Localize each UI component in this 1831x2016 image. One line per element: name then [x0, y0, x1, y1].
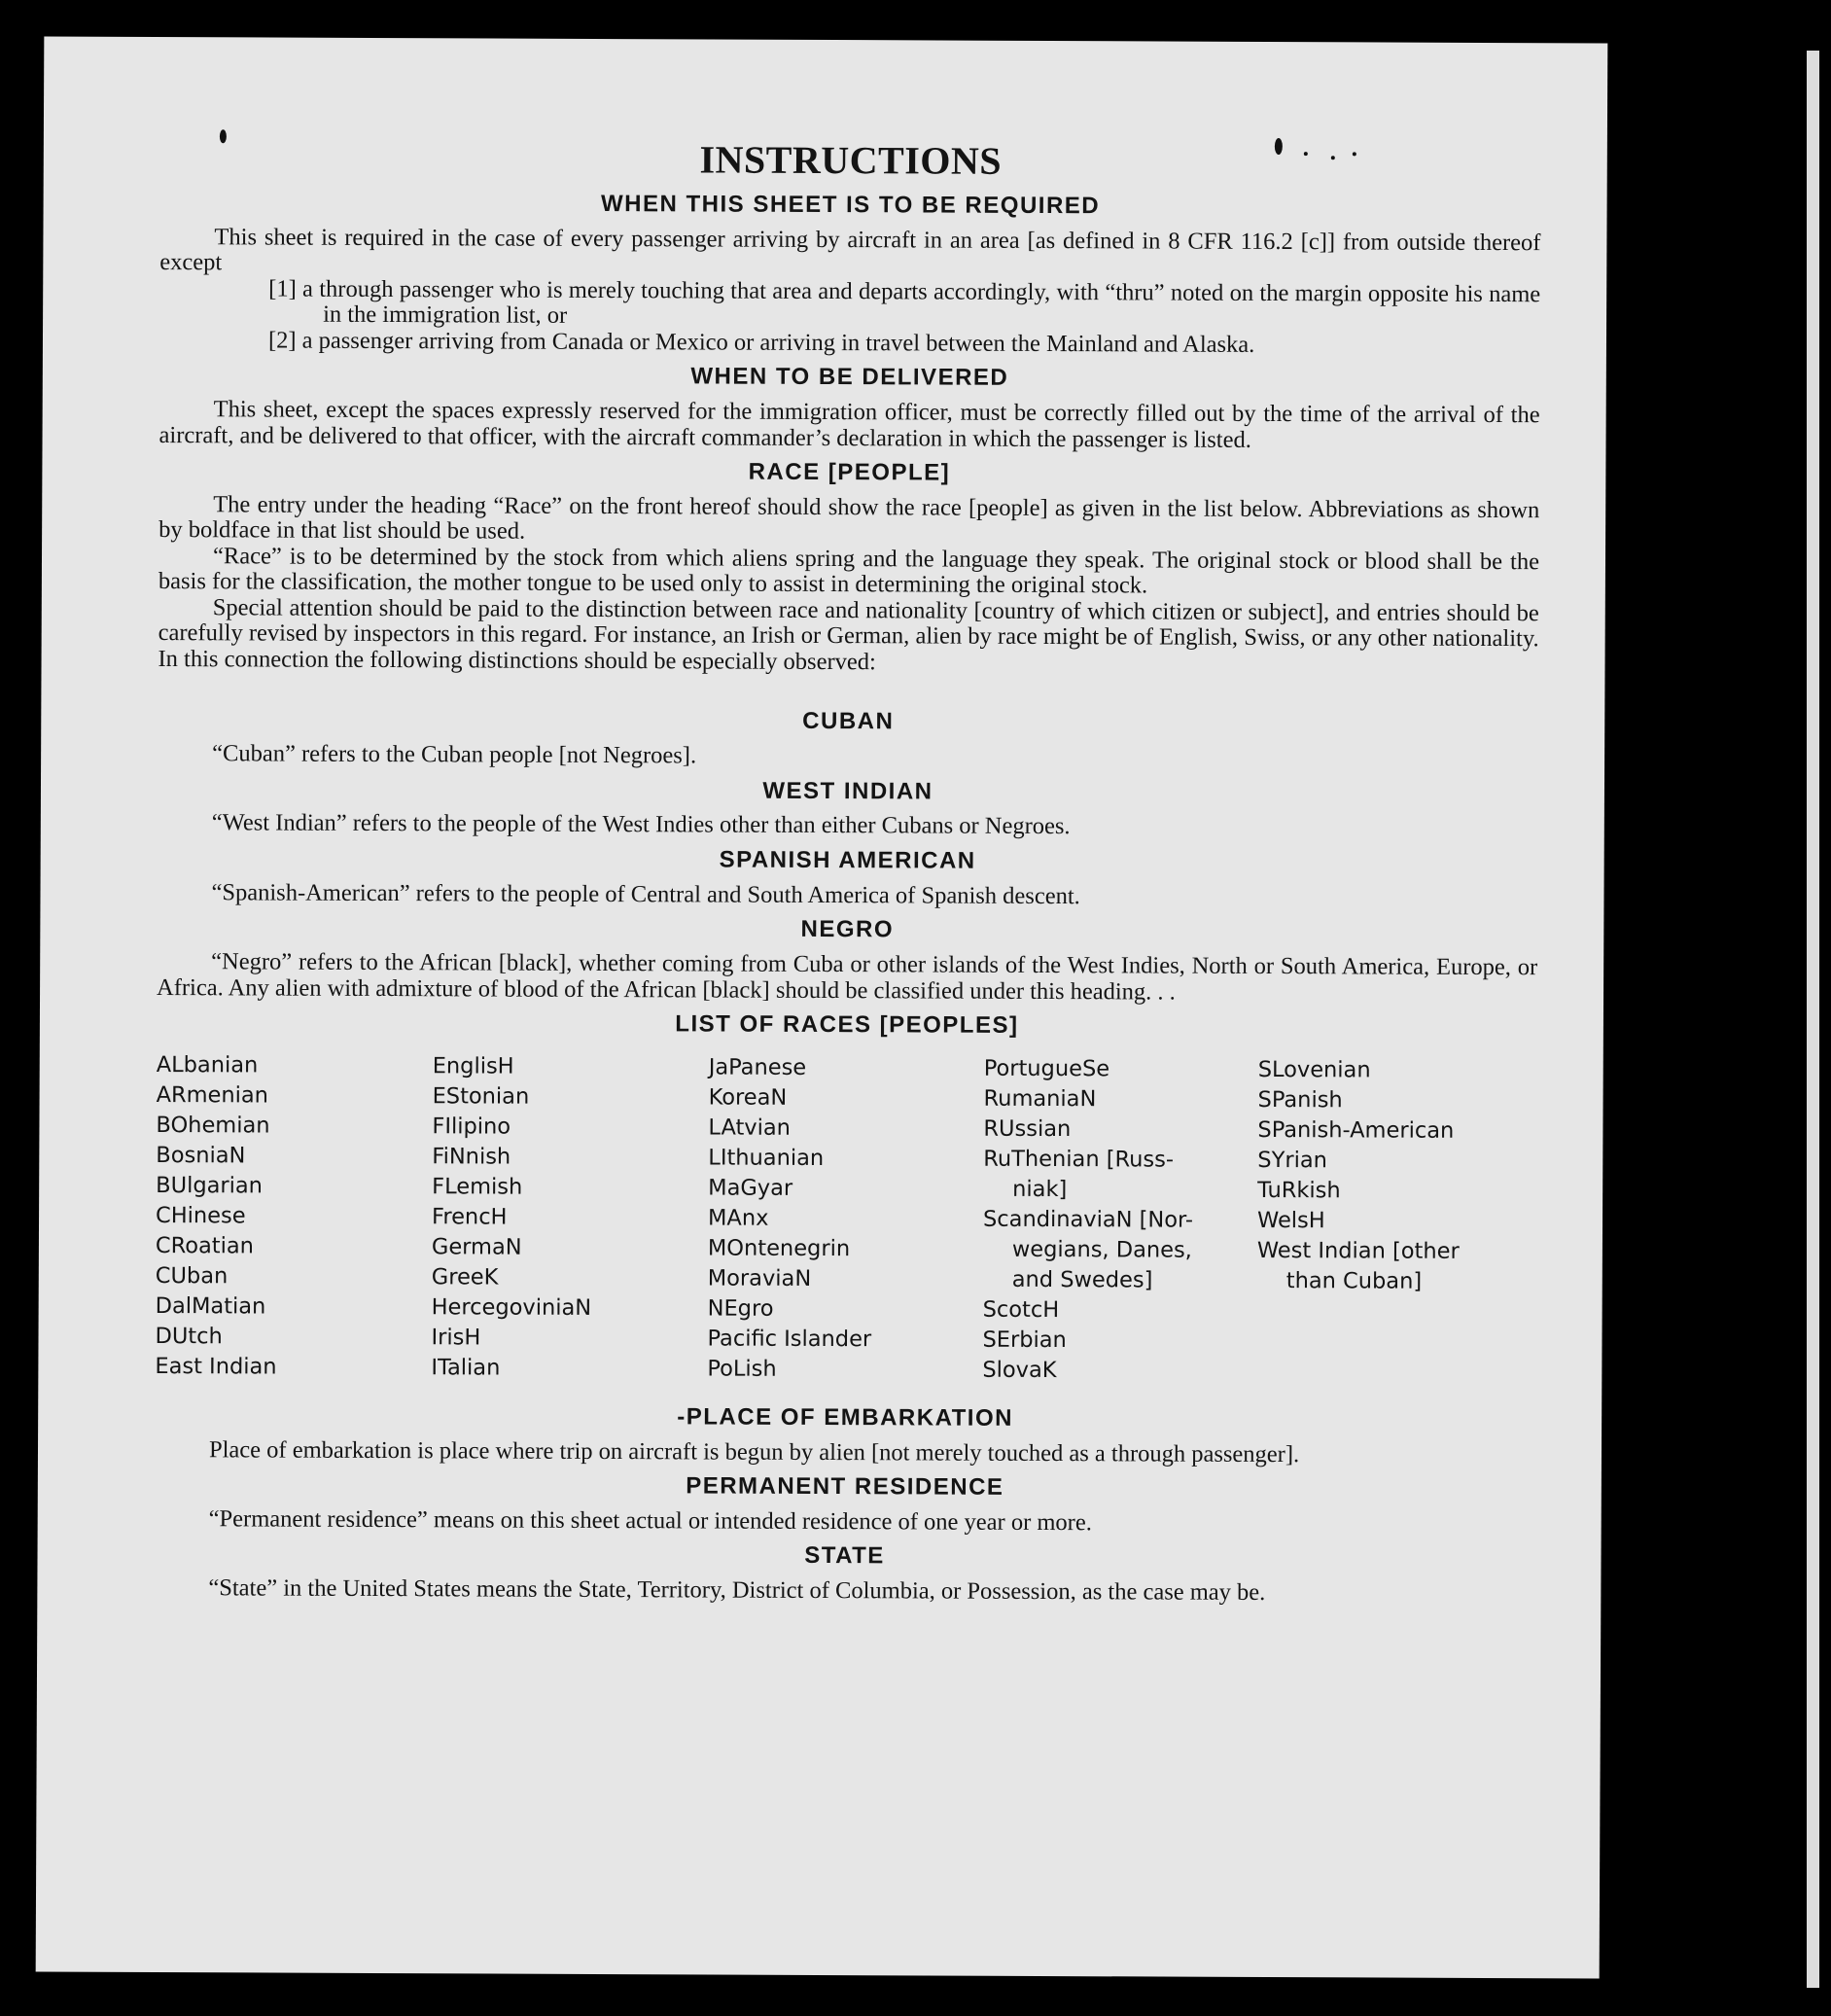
race-entry: EStonian — [432, 1083, 530, 1110]
heading-spanish-american: SPANISH AMERICAN — [719, 846, 976, 874]
race-entry: ARmenian — [156, 1081, 269, 1109]
race-entry: FIlipino — [432, 1114, 511, 1140]
heading-state: STATE — [804, 1542, 885, 1570]
race-entry: GreeK — [431, 1264, 499, 1291]
race-entry: West Indian [other — [1256, 1237, 1460, 1264]
race-paragraph: Special attention should be paid to the distinction between race and nationality [country of which citizen or subject], and entries should be carefully revised by inspectors in this regard. For instance, an Irish or German, alien by race might be of English, Swiss, or any other nationality. In this connection the following distinctions should be especially observed: — [158, 594, 1539, 676]
race-column — [155, 1050, 432, 1383]
race-column — [982, 1054, 1257, 1387]
race-entry: CRoatian — [155, 1232, 254, 1259]
race-entry: PortugueSe — [983, 1055, 1110, 1082]
race-entry: CHinese — [156, 1202, 246, 1229]
when-required-intro: This sheet is required in the case of every passenger arriving by aircraft in an area [as defined in 8 CFR 116.2 [c]] from outside thereof except — [159, 224, 1541, 276]
race-entry: DalMatian — [155, 1292, 266, 1320]
race-entry: EnglisH — [432, 1053, 514, 1079]
race-column — [707, 1052, 983, 1385]
race-entry: SYrian — [1257, 1147, 1327, 1174]
race-column — [1256, 1055, 1520, 1388]
permanent-residence-text: “Permanent residence” means on this sheet actual or intended residence of one year or more. — [208, 1505, 1092, 1537]
race-entry: CUban — [155, 1262, 229, 1290]
heading-negro: NEGRO — [800, 916, 895, 943]
race-entry: SPanish-American — [1257, 1116, 1455, 1144]
race-entry: DUtch — [155, 1323, 223, 1350]
race-entry: HercegoviniaN — [431, 1294, 592, 1321]
adjacent-page-edge — [1807, 51, 1819, 1988]
race-entry: East Indian — [155, 1353, 277, 1380]
race-entry: Pacific Islander — [707, 1326, 872, 1353]
embarkation-text: Place of embarkation is place where trip on aircraft is begun by alien [not merely touched as a through passenger]. — [208, 1435, 1300, 1468]
race-entry: SLovenian — [1257, 1056, 1371, 1083]
race-paragraph: The entry under the heading “Race” on the front hereof should show the race [people] as given in the list below. Abbreviations as shown by boldface in that list should be used. — [158, 491, 1540, 546]
race-entry: JaPanese — [708, 1054, 807, 1080]
cuban-text: “Cuban” refers to the Cuban people [not Negroes]. — [212, 740, 697, 769]
race-entry: wegians, Danes, — [1011, 1236, 1192, 1263]
race-entry: FrencH — [432, 1204, 508, 1230]
negro-text: “Negro” refers to the African [black], whether coming from Cuba or other islands of the West Indies, North or South America, Europe, or Africa. Any alien with admixture of blood of the African [black] should be classified under this heading. . . — [157, 948, 1538, 1006]
west-indian-text: “West Indian” refers to the people of the West Indies other than either Cubans or Negroes. — [211, 809, 1071, 840]
race-entry: ScandinaviaN [Nor- — [982, 1206, 1194, 1233]
race-column — [431, 1051, 708, 1384]
race-list — [155, 1050, 1536, 1388]
race-entry: BosniaN — [156, 1142, 246, 1169]
race-entry: SlovaK — [982, 1357, 1057, 1383]
race-entry: MoraviaN — [707, 1265, 812, 1291]
race-entry: MOntenegrin — [707, 1235, 851, 1262]
race-entry: ALbanian — [156, 1051, 259, 1079]
race-entry: ITalian — [431, 1355, 501, 1381]
race-entry: RuThenian [Russ- — [983, 1146, 1175, 1173]
race-entry: ScotcH — [982, 1296, 1060, 1323]
race-entry: GermaN — [431, 1234, 522, 1260]
heading-embarkation: -PLACE OF EMBARKATION — [677, 1403, 1014, 1432]
heading-race: RACE [PEOPLE] — [748, 458, 951, 486]
race-entry: than Cuban] — [1285, 1267, 1423, 1294]
heading-when-delivered: WHEN TO BE DELIVERED — [690, 363, 1009, 392]
exception-item-1: [1] a through passenger who is merely touching that area and departs accordingly, with “thru” noted on the margin opposite his name in the immigration list, or — [268, 275, 1541, 330]
state-text: “State” in the United States means the State, Territory, District of Columbia, or Possession, as the case may be. — [208, 1574, 1266, 1607]
race-entry: BUlgarian — [156, 1172, 264, 1199]
spanish-american-text: “Spanish-American” refers to the people of Central and South America of Spanish descent. — [211, 879, 1080, 909]
document-page — [36, 37, 1608, 1979]
race-entry: NEgro — [707, 1295, 774, 1322]
race-entry: IrisH — [431, 1325, 481, 1351]
race-entry: WelsH — [1256, 1207, 1325, 1234]
race-entry: TuRkish — [1257, 1177, 1341, 1204]
exception-item-2: [2] a passenger arriving from Canada or Mexico or arriving in travel between the Mainland and Alaska. — [267, 327, 1255, 358]
race-entry: PoLish — [707, 1356, 777, 1382]
race-entry: RUssian — [983, 1115, 1072, 1142]
heading-west-indian: WEST INDIAN — [762, 777, 933, 805]
race-entry: RumaniaN — [983, 1085, 1097, 1113]
race-entry: FiNnish — [432, 1144, 511, 1170]
heading-when-required: WHEN THIS SHEET IS TO BE REQUIRED — [600, 191, 1101, 220]
heading-cuban: CUBAN — [802, 708, 895, 735]
race-entry: BOhemian — [156, 1112, 270, 1139]
race-entry: and Swedes] — [1011, 1266, 1153, 1293]
document-content — [154, 134, 1541, 1608]
heading-list-of-races: LIST OF RACES [PEOPLES] — [675, 1010, 1019, 1039]
race-entry: KoreaN — [708, 1084, 788, 1111]
race-entry: SPanish — [1257, 1086, 1343, 1114]
race-paragraph: “Race” is to be determined by the stock from which aliens spring and the language they speak. The original stock or blood shall be the basis for the classification, the mother tongue to be used only to assist in determining the original stock. — [158, 543, 1540, 599]
race-entry: MAnx — [707, 1205, 769, 1231]
race-entry: niak] — [1012, 1176, 1068, 1202]
page-title: INSTRUCTIONS — [699, 137, 1003, 183]
heading-permanent-residence: PERMANENT RESIDENCE — [686, 1472, 1004, 1501]
race-entry: MaGyar — [708, 1175, 793, 1201]
race-entry: SErbian — [982, 1326, 1067, 1353]
race-entry: LIthuanian — [708, 1145, 825, 1171]
race-entry: FLemish — [432, 1174, 523, 1200]
race-entry: LAtvian — [708, 1114, 792, 1141]
when-delivered-text: This sheet, except the spaces expressly reserved for the immigration officer, must be correctly filled out by the time of the arrival of the aircraft, and be delivered to that officer, with the aircraft commander’s declaration in which the passenger is listed. — [158, 396, 1540, 453]
